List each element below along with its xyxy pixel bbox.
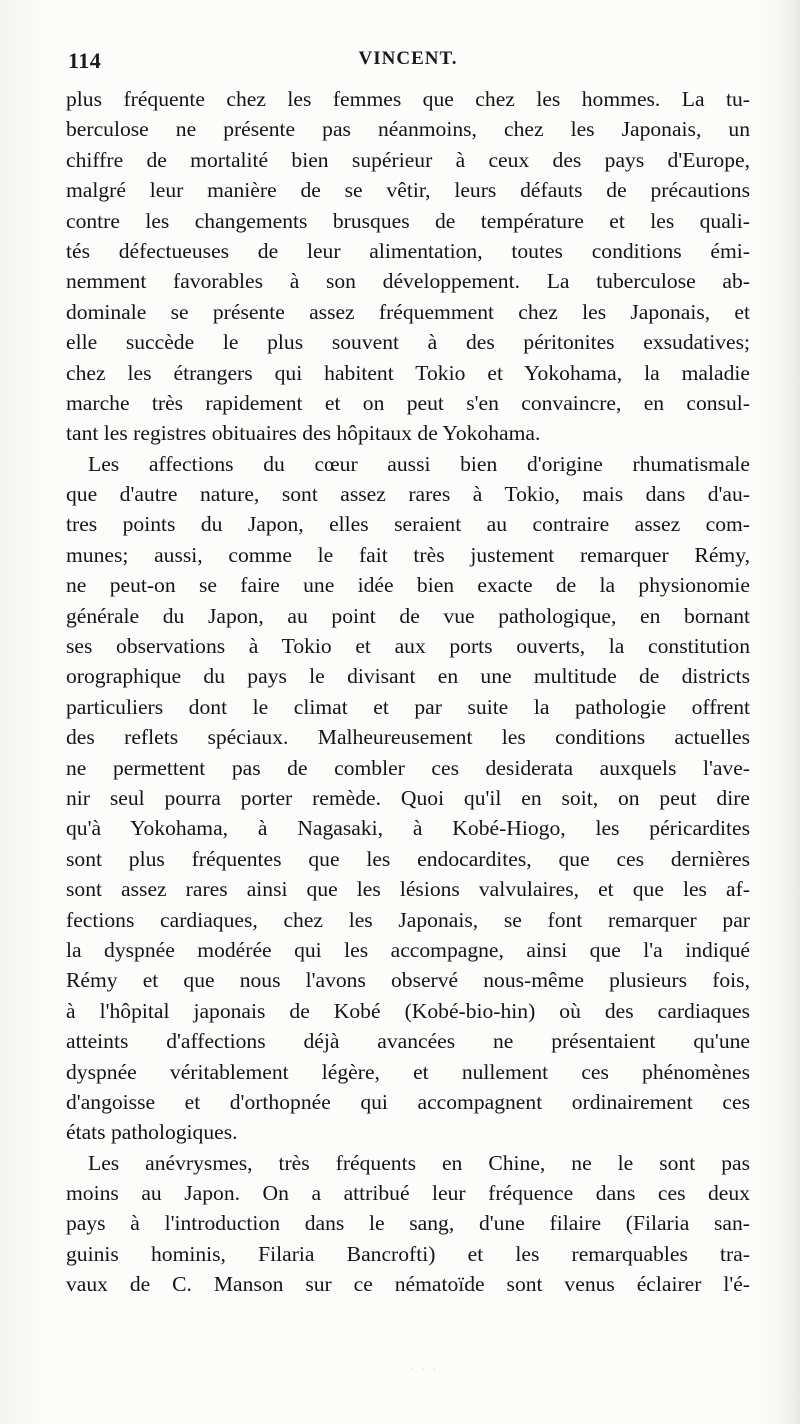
- text-line: ses observations à Tokio et aux ports ouverts, la constitution: [66, 634, 750, 659]
- text-line: sont assez rares ainsi que les lésions valvulaires, et que les af-: [66, 877, 750, 902]
- body-text: [66, 84, 750, 1300]
- text-line: générale du Japon, au point de vue pathologique, en bornant: [66, 603, 750, 628]
- text-line: des reflets spéciaux. Malheureusement les conditions actuelles: [66, 725, 750, 750]
- text-line: orographique du pays le divisant en une multitude de districts: [66, 664, 750, 689]
- text-line: ne peut-on se faire une idée bien exacte de la physionomie: [66, 573, 750, 598]
- text-line: guinis hominis, Filaria Bancrofti) et les remarquables tra-: [66, 1241, 750, 1266]
- text-line: atteints d'affections déjà avancées ne présentaient qu'une: [66, 1029, 750, 1054]
- text-line: à l'hôpital japonais de Kobé (Kobé-bio-hin) où des cardiaques: [66, 998, 750, 1023]
- text-line: Les anévrysmes, très fréquents en Chine, ne le sont pas: [88, 1150, 750, 1175]
- text-line: chiffre de mortalité bien supérieur à ceux des pays d'Europe,: [66, 147, 750, 172]
- text-line: pays à l'introduction dans le sang, d'une filaire (Filaria san-: [66, 1211, 750, 1236]
- text-line: tant les registres obituaires des hôpitaux de Yokohama.: [66, 421, 541, 446]
- text-line: Les affections du cœur aussi bien d'origine rhumatismale: [88, 451, 750, 476]
- page-edge-shadow: [782, 0, 800, 1424]
- text-line: plus fréquente chez les femmes que chez les hommes. La tu-: [66, 87, 750, 111]
- text-line: ne permettent pas de combler ces desiderata auxquels l'ave-: [66, 755, 750, 780]
- text-line: sont plus fréquentes que les endocardites, que ces dernières: [66, 846, 750, 871]
- text-line: la dyspnée modérée qui les accompagne, ainsi que l'a indiqué: [66, 937, 750, 962]
- text-line: fections cardiaques, chez les Japonais, se font remarquer par: [66, 907, 750, 932]
- text-line: d'angoisse et d'orthopnée qui accompagnent ordinairement ces: [66, 1089, 750, 1114]
- text-line: dyspnée véritablement légère, et nullement ces phénomènes: [66, 1059, 750, 1084]
- text-line: nemment favorables à son développement. La tuberculose ab-: [66, 269, 750, 294]
- text-line: états pathologiques.: [66, 1120, 238, 1145]
- text-line: que d'autre nature, sont assez rares à Tokio, mais dans d'au-: [66, 482, 750, 507]
- text-line: tés défectueuses de leur alimentation, toutes conditions émi-: [66, 238, 750, 263]
- page-header: [68, 44, 748, 76]
- text-line: qu'à Yokohama, à Nagasaki, à Kobé-Hiogo, les péricardites: [66, 816, 750, 841]
- text-line: elle succède le plus souvent à des péritonites exsudatives;: [66, 330, 750, 355]
- text-line: moins au Japon. On a attribué leur fréquence dans ces deux: [66, 1181, 750, 1206]
- text-line: dominale se présente assez fréquemment chez les Japonais, et: [66, 299, 750, 324]
- running-head: VINCENT.: [358, 48, 458, 69]
- text-line: contre les changements brusques de température et les quali-: [66, 208, 750, 233]
- text-line: berculose ne présente pas néanmoins, chez les Japonais, un: [66, 117, 750, 142]
- text-line: vaux de C. Manson sur ce nématoïde sont venus éclairer l'é-: [66, 1272, 750, 1297]
- footer-mark: · · ·: [410, 1362, 438, 1376]
- text-line: tres points du Japon, elles seraient au contraire assez com-: [66, 512, 750, 537]
- text-line: marche très rapidement et on peut s'en convaincre, en consul-: [66, 390, 750, 415]
- text-line: malgré leur manière de se vêtir, leurs défauts de précautions: [66, 178, 750, 203]
- page-number: 114: [68, 48, 102, 73]
- text-line: particuliers dont le climat et par suite la pathologie offrent: [66, 694, 750, 719]
- text-line: chez les étrangers qui habitent Tokio et Yokohama, la maladie: [66, 360, 750, 385]
- text-line: munes; aussi, comme le fait très justement remarquer Rémy,: [66, 542, 750, 567]
- text-line: nir seul pourra porter remède. Quoi qu'il en soit, on peut dire: [66, 785, 750, 810]
- text-line: Rémy et que nous l'avons observé nous-même plusieurs fois,: [66, 968, 750, 993]
